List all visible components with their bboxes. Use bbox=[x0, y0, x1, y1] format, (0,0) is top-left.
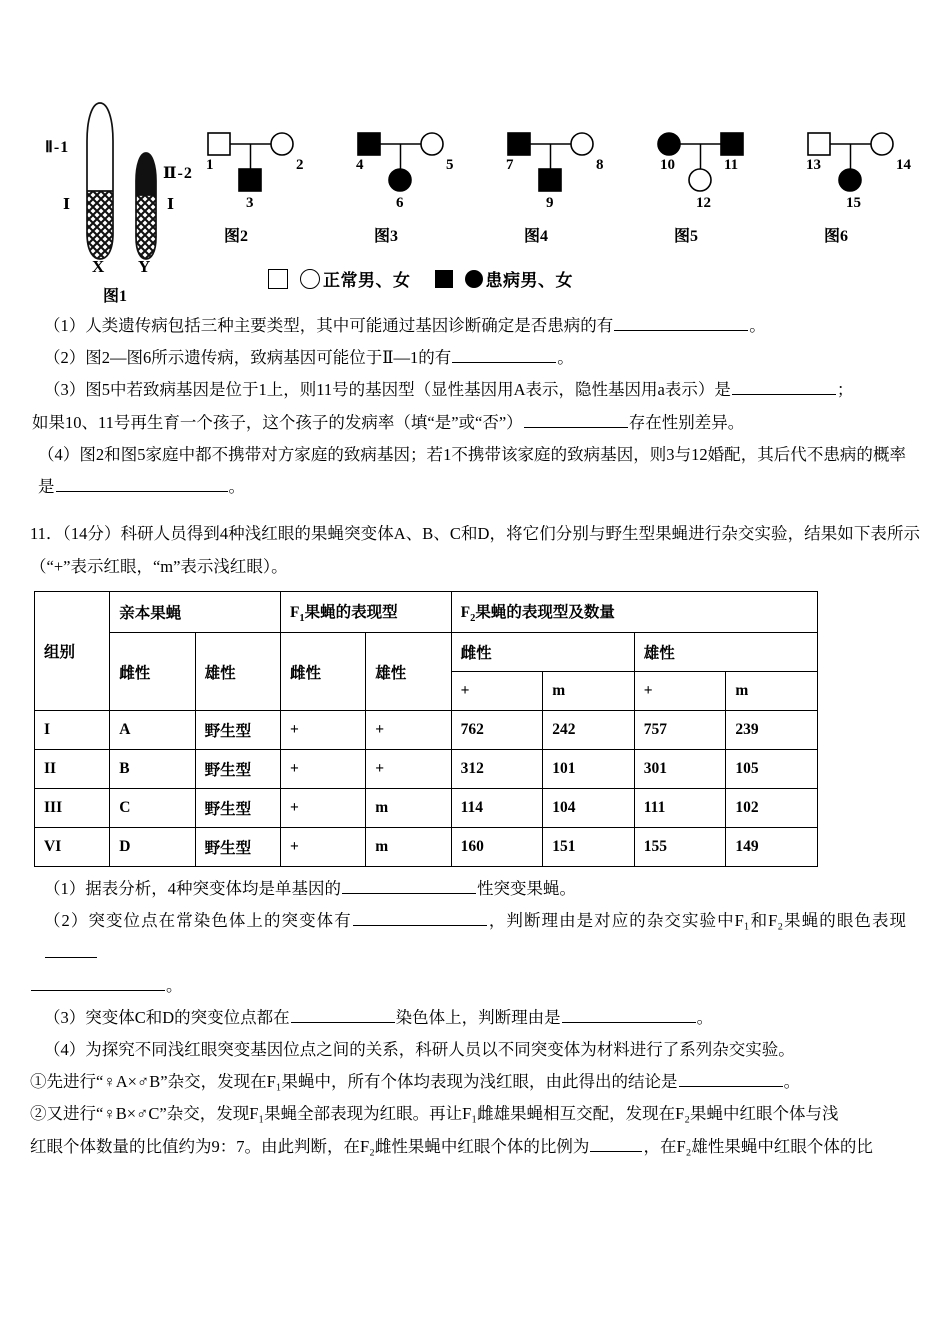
cell-f2-male-m: 105 bbox=[726, 750, 818, 789]
th-f2-phenotype-count: $F_2$果蝇的表现型及数量 bbox=[451, 592, 817, 633]
pedigree-id-mother: 5 bbox=[446, 157, 454, 173]
th-f1-female: 雌性 bbox=[280, 633, 365, 711]
th-f2-female: 雌性 bbox=[451, 633, 634, 672]
th-f1-male: 雄性 bbox=[366, 633, 451, 711]
q11-3-answer-blank-1[interactable] bbox=[291, 1005, 395, 1023]
q11-3-answer-blank-2[interactable] bbox=[562, 1005, 696, 1023]
cell-parent-male: 野生型 bbox=[195, 711, 280, 750]
cell-f2-female-plus: 312 bbox=[451, 750, 543, 789]
pedigree-id-child: 3 bbox=[246, 195, 254, 211]
q11-4-2b-mid: ，在F₂雄性果蝇中红眼个体的比 bbox=[643, 1136, 873, 1156]
cell-f1-female: + bbox=[280, 750, 365, 789]
table-row bbox=[35, 828, 818, 867]
th-group: 组别 bbox=[35, 592, 110, 711]
table-row bbox=[35, 789, 818, 828]
question-11-subitems bbox=[0, 873, 950, 1163]
pedigree-child-symbol bbox=[389, 169, 411, 191]
pedigree-id-mother: 8 bbox=[596, 157, 604, 173]
legend-affected-male-icon bbox=[435, 270, 453, 288]
legend-normal-female-icon bbox=[300, 269, 320, 289]
q10-4-suffix: 。 bbox=[228, 476, 245, 496]
pedigree-caption: 图3 bbox=[374, 228, 399, 245]
cell-f2-female-plus: 160 bbox=[451, 828, 543, 867]
pedigree-father-symbol bbox=[508, 133, 530, 155]
cell-f1-male: m bbox=[366, 828, 451, 867]
q10-3b-text: 如果10、11号再生育一个孩子，这个孩子的发病率（填“是”或“否”） bbox=[32, 412, 523, 432]
q10-2-text: （2）图2—图6所示遗传病，致病基因可能位于Ⅱ—1的有 bbox=[44, 348, 452, 368]
pedigree-id-mother: 14 bbox=[896, 157, 911, 173]
q10-1-text: （1）人类遗传病包括三种主要类型，其中可能通过基因诊断确定是否患病的有 bbox=[44, 316, 614, 335]
cell-parent-female: B bbox=[110, 750, 195, 789]
cell-f1-female: + bbox=[280, 711, 365, 750]
q11-4-1-text: ①先进行“♀A×♂B”杂交，发现在F₁果蝇中，所有个体均表现为浅红眼，由此得出的结论是 bbox=[30, 1072, 678, 1092]
q10-2-suffix: 。 bbox=[557, 348, 574, 368]
q11-4-2b-answer-blank[interactable] bbox=[590, 1133, 642, 1151]
chromosome-x-label: X bbox=[92, 257, 105, 276]
pedigree-child-symbol bbox=[839, 169, 861, 191]
table-row bbox=[35, 750, 818, 789]
legend-normal-label: 正常男、女 bbox=[323, 271, 411, 290]
chromosome-region-label-I-right: Ⅰ bbox=[167, 197, 175, 213]
table-head bbox=[35, 592, 818, 711]
th-parent-male: 雄性 bbox=[195, 633, 280, 711]
q11-4-1-suffix: 。 bbox=[783, 1072, 801, 1092]
pedigree-child-symbol bbox=[689, 169, 711, 191]
chromosome-region-label-I-left: Ⅰ bbox=[63, 197, 71, 213]
th-f2-female-m: m bbox=[543, 672, 635, 711]
q10-3-text: （3）图5中若致病基因是位于1上，则11号的基因型（显性基因用A表示，隐性基因用a表示）是 bbox=[44, 380, 731, 400]
pedigree-caption: 图5 bbox=[674, 228, 699, 245]
cell-parent-female: A bbox=[110, 711, 195, 750]
legend-affected-female-icon bbox=[465, 270, 483, 288]
q11-1-text: （1）据表分析，4种突变体均是单基因的 bbox=[44, 879, 341, 899]
table-row bbox=[35, 711, 818, 750]
q10-1-suffix: 。 bbox=[749, 316, 766, 335]
pedigree-id-child: 6 bbox=[396, 195, 404, 211]
question-11-4-2b bbox=[30, 1131, 906, 1163]
th-parent-flies: 亲本果蝇 bbox=[110, 592, 281, 633]
q11-4-text: （4）为探究不同浅红眼突变基因位点之间的关系，科研人员以不同突变体为材料进行了系列杂交实验。 bbox=[44, 1039, 795, 1059]
pedigree-id-mother: 2 bbox=[296, 157, 304, 173]
q11-3-suffix: 。 bbox=[696, 1007, 714, 1027]
cell-f2-female-m: 242 bbox=[543, 711, 635, 750]
q11-2-mid: ，判断理由是对应的杂交实验中F₁和F₂果蝇的眼色表现 bbox=[487, 911, 907, 931]
pedigree-id-father: 1 bbox=[206, 157, 214, 173]
cell-f2-female-m: 101 bbox=[543, 750, 635, 789]
pedigree-mother-symbol bbox=[871, 133, 893, 155]
q11-2-suffix: 。 bbox=[166, 975, 183, 995]
question-10-4 bbox=[38, 439, 906, 503]
cell-parent-female: C bbox=[110, 789, 195, 828]
cell-group: III bbox=[35, 789, 110, 828]
pedigree-charts-group bbox=[190, 125, 930, 260]
pedigree-id-child: 15 bbox=[846, 195, 861, 211]
question-11-stem: 11．（14分）科研人员得到4种浅红眼的果蝇突变体A、B、C和D，将它们分别与野生型果蝇进行杂交实验，结果如下表所示（“+”表示红眼，“m”表示浅红眼）。 bbox=[30, 524, 921, 577]
pedigree-mother-symbol bbox=[571, 133, 593, 155]
figures-area bbox=[0, 0, 950, 310]
cell-f1-male: m bbox=[366, 789, 451, 828]
pedigree-chart-4 bbox=[490, 125, 630, 260]
q10-3-suffix: ； bbox=[836, 380, 854, 400]
pedigree-caption: 图2 bbox=[224, 228, 249, 245]
pedigree-id-father: 13 bbox=[806, 157, 821, 173]
question-11-4-2a bbox=[30, 1098, 906, 1130]
q11-3-text: （3）突变体C和D的突变位点都在 bbox=[44, 1007, 290, 1027]
cell-parent-male: 野生型 bbox=[195, 828, 280, 867]
question-11-number: 11 bbox=[30, 524, 46, 544]
pedigree-id-father: 4 bbox=[356, 157, 364, 173]
q11-4-1-answer-blank[interactable] bbox=[679, 1069, 783, 1087]
question-10-3b bbox=[32, 407, 906, 439]
cell-f2-female-plus: 114 bbox=[451, 789, 543, 828]
cell-f2-male-m: 149 bbox=[726, 828, 818, 867]
chromosome-region-label-II-1: Ⅱ-1 bbox=[45, 139, 70, 156]
cell-f2-male-plus: 111 bbox=[634, 789, 726, 828]
chromosome-y-label: Y bbox=[138, 257, 151, 276]
question-11-2 bbox=[44, 905, 906, 969]
question-11-4-1 bbox=[30, 1066, 906, 1098]
question-10-subitems bbox=[0, 310, 950, 503]
q11-2-text: （2）突变位点在常染色体上的突变体有 bbox=[44, 911, 352, 931]
cross-experiment-table bbox=[34, 591, 818, 867]
cell-f2-male-plus: 757 bbox=[634, 711, 726, 750]
cell-f1-male: + bbox=[366, 750, 451, 789]
th-f2-male-m: m bbox=[726, 672, 818, 711]
q11-2-answer-blank-3[interactable] bbox=[31, 972, 165, 990]
legend-affected-label: 患病男、女 bbox=[485, 271, 573, 290]
pedigree-chart-5 bbox=[640, 125, 780, 260]
pedigree-chart-3 bbox=[340, 125, 480, 260]
pedigree-svg bbox=[490, 125, 630, 225]
q11-1-suffix: 性突变果蝇。 bbox=[477, 879, 576, 899]
pedigree-id-child: 12 bbox=[696, 195, 711, 211]
question-10-1 bbox=[44, 310, 906, 342]
th-parent-female: 雌性 bbox=[110, 633, 195, 711]
q11-1-answer-blank[interactable] bbox=[342, 876, 476, 894]
cell-f1-male: + bbox=[366, 711, 451, 750]
cell-parent-male: 野生型 bbox=[195, 750, 280, 789]
pedigree-mother-symbol bbox=[271, 133, 293, 155]
cell-f2-male-plus: 301 bbox=[634, 750, 726, 789]
q11-2-answer-blank-2[interactable] bbox=[45, 940, 97, 958]
question-11-stem-text: 科研人员得到4种浅红眼的果蝇突变体A、B、C和D，将它们分别与野生型果蝇进行杂交实验，结果如下表所示（“+”表示红眼，“m”表示浅红眼）。 bbox=[30, 524, 921, 577]
question-10-2 bbox=[44, 342, 906, 374]
q10-3b-answer-blank[interactable] bbox=[524, 409, 628, 427]
pedigree-father-symbol bbox=[808, 133, 830, 155]
pedigree-mother-symbol bbox=[658, 133, 680, 155]
pedigree-id-father: 7 bbox=[506, 157, 514, 173]
q10-4-answer-blank[interactable] bbox=[56, 474, 228, 492]
chromosome-region-label-II-2: Ⅱ-2 bbox=[163, 165, 193, 182]
pedigree-id-father: 11 bbox=[724, 157, 739, 173]
pedigree-child-symbol bbox=[239, 169, 261, 191]
cell-group: II bbox=[35, 750, 110, 789]
pedigree-svg bbox=[190, 125, 330, 225]
question-11-2-cont bbox=[30, 970, 906, 1002]
q10-3b-suffix: 存在性别差异。 bbox=[628, 412, 745, 432]
pedigree-chart-2 bbox=[190, 125, 330, 260]
figure-1-caption: 图1 bbox=[103, 288, 128, 305]
q11-2-answer-blank-1[interactable] bbox=[353, 908, 487, 926]
cell-f2-female-m: 104 bbox=[543, 789, 635, 828]
cell-group: VI bbox=[35, 828, 110, 867]
cell-f2-female-m: 151 bbox=[543, 828, 635, 867]
pedigree-father-symbol bbox=[208, 133, 230, 155]
cell-parent-female: D bbox=[110, 828, 195, 867]
th-f2-male: 雄性 bbox=[634, 633, 817, 672]
pedigree-svg bbox=[340, 125, 480, 225]
th-f2-female-plus: + bbox=[451, 672, 543, 711]
cell-group: I bbox=[35, 711, 110, 750]
question-11-1 bbox=[44, 873, 906, 905]
pedigree-legend bbox=[268, 266, 573, 291]
question-10-3 bbox=[44, 374, 906, 406]
table-header-row-1 bbox=[35, 592, 818, 633]
q10-3-answer-blank[interactable] bbox=[732, 377, 836, 395]
q10-1-answer-blank[interactable] bbox=[614, 313, 748, 331]
cell-f2-male-plus: 155 bbox=[634, 828, 726, 867]
cell-f2-male-m: 239 bbox=[726, 711, 818, 750]
q11-4-2a-text: ②又进行“♀B×♂C”杂交，发现F₁果蝇全部表现为红眼。再让F₁雌雄果蝇相互交配，发现在F₂果蝇中红眼个体与浅 bbox=[30, 1104, 839, 1124]
pedigree-chart-6 bbox=[790, 125, 930, 260]
pedigree-caption: 图4 bbox=[524, 228, 549, 245]
th-f2-male-plus: + bbox=[634, 672, 726, 711]
cell-f1-female: + bbox=[280, 789, 365, 828]
cell-f1-female: + bbox=[280, 828, 365, 867]
cell-f2-male-m: 102 bbox=[726, 789, 818, 828]
cell-parent-male: 野生型 bbox=[195, 789, 280, 828]
table-header-row-2 bbox=[35, 633, 818, 672]
legend-normal-male-icon bbox=[268, 269, 288, 289]
pedigree-id-child: 9 bbox=[546, 195, 554, 211]
q10-2-answer-blank[interactable] bbox=[452, 345, 556, 363]
question-11-4 bbox=[44, 1034, 906, 1066]
pedigree-id-mother: 10 bbox=[660, 157, 675, 173]
question-11-score: （14分） bbox=[62, 524, 121, 544]
cell-f2-female-plus: 762 bbox=[451, 711, 543, 750]
pedigree-mother-symbol bbox=[421, 133, 443, 155]
th-f1-phenotype: $F_1$果蝇的表现型 bbox=[280, 592, 451, 633]
pedigree-caption: 图6 bbox=[824, 228, 849, 245]
pedigree-child-symbol bbox=[539, 169, 561, 191]
pedigree-father-symbol bbox=[721, 133, 743, 155]
q11-3-mid: 染色体上，判断理由是 bbox=[395, 1007, 561, 1027]
pedigree-father-symbol bbox=[358, 133, 380, 155]
q10-4-text: （4）图2和图5家庭中都不携带对方家庭的致病基因；若1不携带该家庭的致病基因，则3与12婚配，其后代不患病的概率是 bbox=[38, 444, 906, 496]
table-body bbox=[35, 711, 818, 867]
question-11-3 bbox=[44, 1002, 906, 1034]
q11-4-2b-text: 红眼个体数量的比值约为9：7。由此判断，在F₂雌性果蝇中红眼个体的比例为 bbox=[30, 1136, 590, 1156]
